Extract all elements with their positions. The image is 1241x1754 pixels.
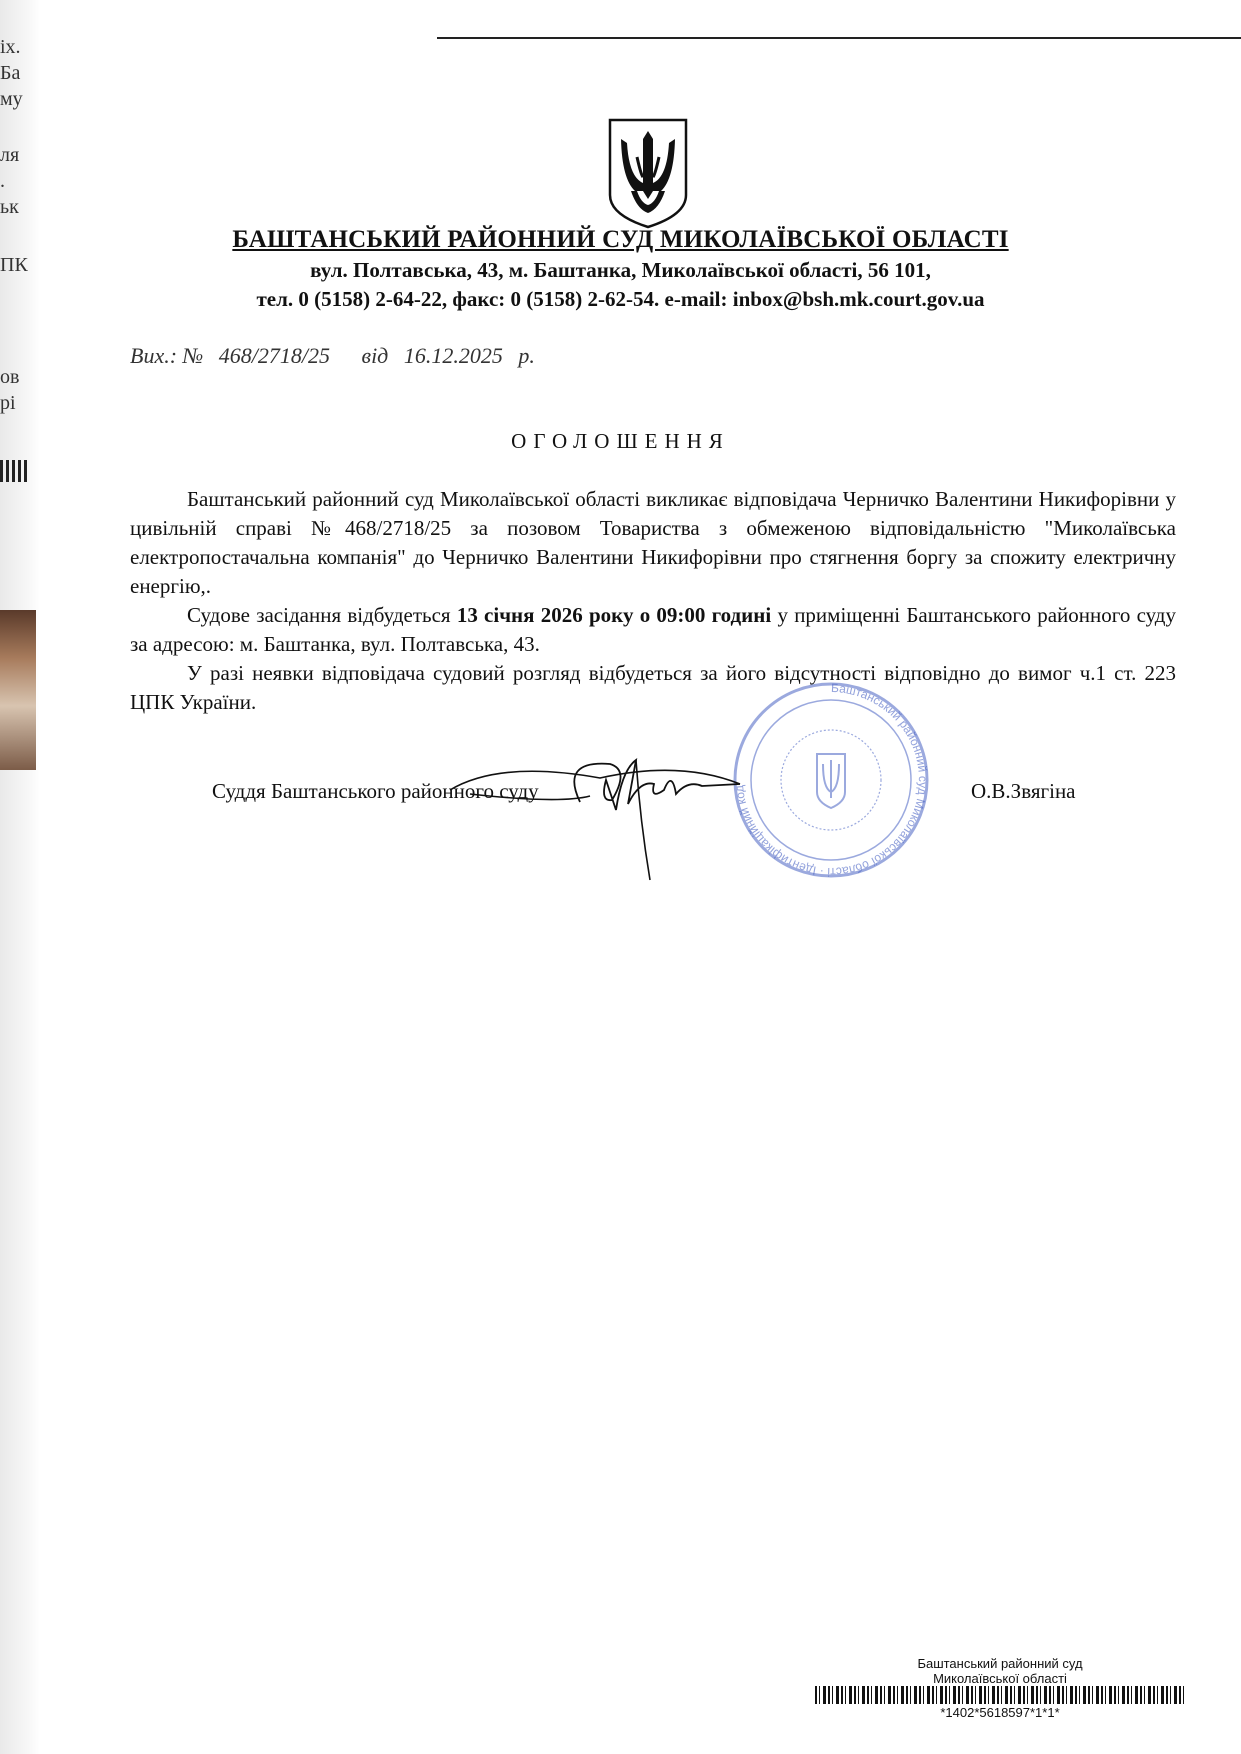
edge-fragment: ля [0,144,20,166]
paragraph-summons: Баштанський районний суд Миколаївської області викликає відповідача Черничко Валентини Никифорівни у цивільній справі №468/2718/25 за позовом Товариства з обмеженою відповідальністю "Миколаївська електропостачальна компанія" до Черничко Валентини Никифорівни про стягнення боргу за спожиту електричну енергію,. [130,487,1176,598]
footer-court-label [815,1656,1185,1686]
outgoing-number [130,343,545,369]
edge-fragment: іх. [0,36,21,58]
footer-court-line1: Баштанський районний суд [917,1656,1083,1671]
edge-fragment: . [0,170,5,192]
barcode-icon [815,1686,1185,1704]
edge-fragment: Ба [0,62,21,84]
footer-court-line2: Миколаївської області [933,1671,1067,1686]
hearing-text-end: у приміщенні Баштанського районного суду за адресою: м. Баштанка, вул. Полтавська, 43. [130,603,1176,656]
paragraph-absence: У разі неявки відповідача судовий розгляд відбудеться за його відсутності відповідно до вимог ч.1 ст. 223 ЦПК України. [130,661,1176,714]
court-contacts: тел. 0 (5158) 2-64-22, факс: 0 (5158) 2-62-54. e-mail: inbox@bsh.mk.court.gov.ua [256,287,985,311]
document-title: ОГОЛОШЕННЯ [511,429,730,453]
page-top-border [437,37,1241,39]
court-address: вул. Полтавська, 43, м. Баштанка, Миколаївської області, 56 101, [310,258,931,282]
edge-fragment: ьк [0,196,19,218]
document-body [130,485,1176,717]
outgoing-date: 16.12.2025 [403,343,503,368]
edge-fragment: ов [0,366,20,388]
outgoing-suffix: р. [518,343,535,368]
outgoing-case-number: 468/2718/25 [218,343,331,368]
edge-fragment: ПК [0,254,28,276]
edge-fragment: рі [0,392,16,414]
hearing-datetime: 13 січня 2026 року о 09:00 годині [456,603,772,627]
edge-barcode-fragment [0,460,30,482]
outgoing-prefix: Вих.: № [130,343,204,368]
judge-name: О.В.Звягіна [971,779,1076,803]
handwritten-signature [440,740,780,890]
stamp-text: Баштанський районний суд Миколаївської області · Ідентифікаційний код [732,680,930,880]
edge-fragment: му [0,88,23,110]
court-name: БАШТАНСЬКИЙ РАЙОННИЙ СУД МИКОЛАЇВСЬКОЇ ОБЛАСТІ [232,226,1009,253]
judge-title: Суддя Баштанського районного суду [212,779,539,803]
hearing-text-start: Судове засідання відбудеться [187,603,457,627]
edge-photo-fragment [0,610,36,770]
trident-emblem-icon [607,117,689,230]
outgoing-from-label: від [361,343,389,368]
barcode-number: *1402*5618597*1*1* [940,1705,1060,1720]
paragraph-hearing [130,601,1176,659]
